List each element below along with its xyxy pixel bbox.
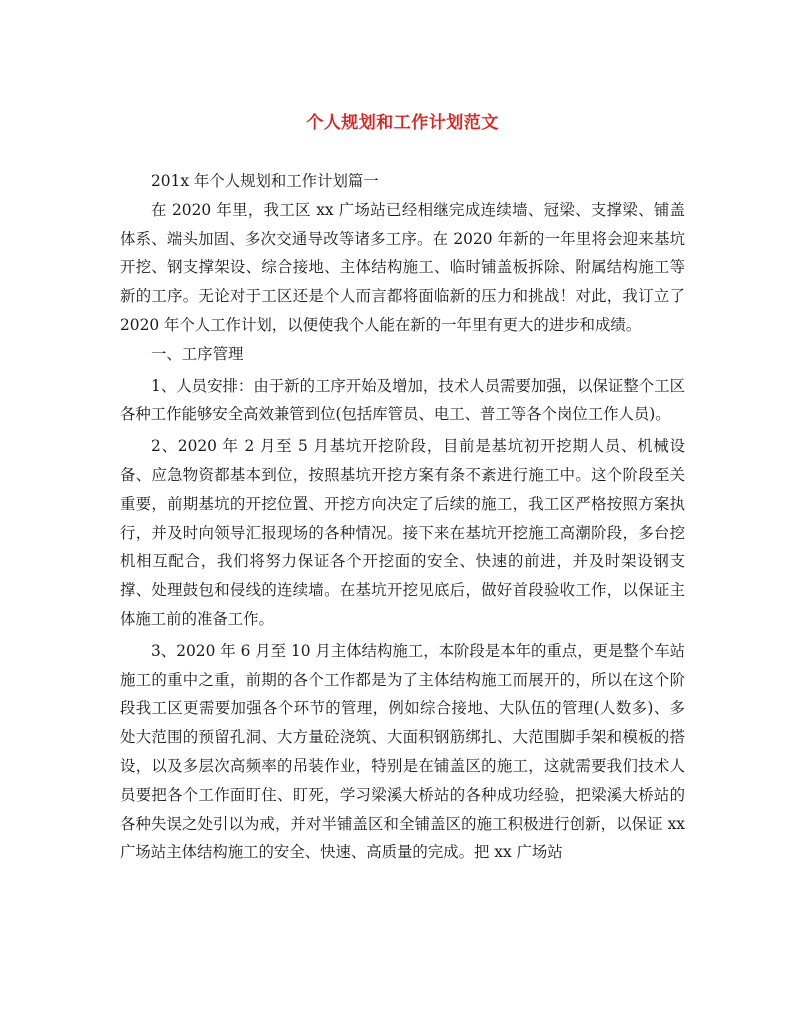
paragraph-personnel: 1、人员安排：由于新的工序开始及增加，技术人员需要加强，以保证整个工区各种工作能够安全高效兼管到位(包括库管员、电工、普工等各个岗位工作人员)。 bbox=[120, 376, 685, 424]
paragraph-main-structure: 3、2020 年 6 月至 10 月主体结构施工，本阶段是本年的重点，更是整个车站施工的重中之重，前期的各个工作都是为了主体结构施工而展开的，所以在这个阶段我工区更需要加强各个环节的管理，例如综合接地、大队伍的管理(人数多)、多处大范围的预留孔洞、大方量砼浇筑、大面积钢筋绑扎、大范围脚手架和模板的搭设，以及多层次高频率的吊装作业，特别是在铺盖区的施工，这就需要我们技术人员要把各个工作面盯住、盯死，学习梁溪大桥站的各种成功经验，把梁溪大桥站的各种失误之处引以为戒，并对半铺盖区和全铺盖区的施工积极进行创新，以保证 xx 广场站主体结构施工的安全、快速、高质量的完成。把 xx 广场站 bbox=[120, 641, 685, 862]
intro-paragraph: 在 2020 年里，我工区 xx 广场站已经相继完成连续墙、冠梁、支撑梁、铺盖体系、端头加固、多次交通导改等诸多工序。在 2020 年新的一年里将会迎来基坑开挖、钢支撑架设、综合接地、主体结构施工、临时铺盖板拆除、附属结构施工等新的工序。无论对于工区还是个人而言都将面临新的压力和挑战！对此，我订立了 2020 年个人工作计划，以便使我个人能在新的一年里有更大的进步和成绩。 bbox=[120, 200, 685, 334]
document-title: 个人规划和工作计划范文 bbox=[306, 113, 499, 133]
document-page bbox=[120, 96, 685, 867]
subsection-heading: 一、工序管理 bbox=[151, 344, 244, 363]
paragraph-excavation: 2、2020 年 2 月至 5 月基坑开挖阶段，目前是基坑初开挖期人员、机械设备、应急物资都基本到位，按照基坑开挖方案有条不紊进行施工中。这个阶段至关重要，前期基坑的开挖位置、开挖方向决定了后续的施工，我工区严格按照方案执行，并及时向领导汇报现场的各种情况。接下来在基坑开挖施工高潮阶段，多台挖机相互配合，我们将努力保证各个开挖面的安全、快速的前进，并及时架设钢支撑、处理鼓包和侵线的连续墙。在基坑开挖见底后，做好首段验收工作，以保证主体施工前的准备工作。 bbox=[120, 437, 685, 628]
section-heading: 201x 年个人规划和工作计划篇一 bbox=[151, 172, 379, 190]
